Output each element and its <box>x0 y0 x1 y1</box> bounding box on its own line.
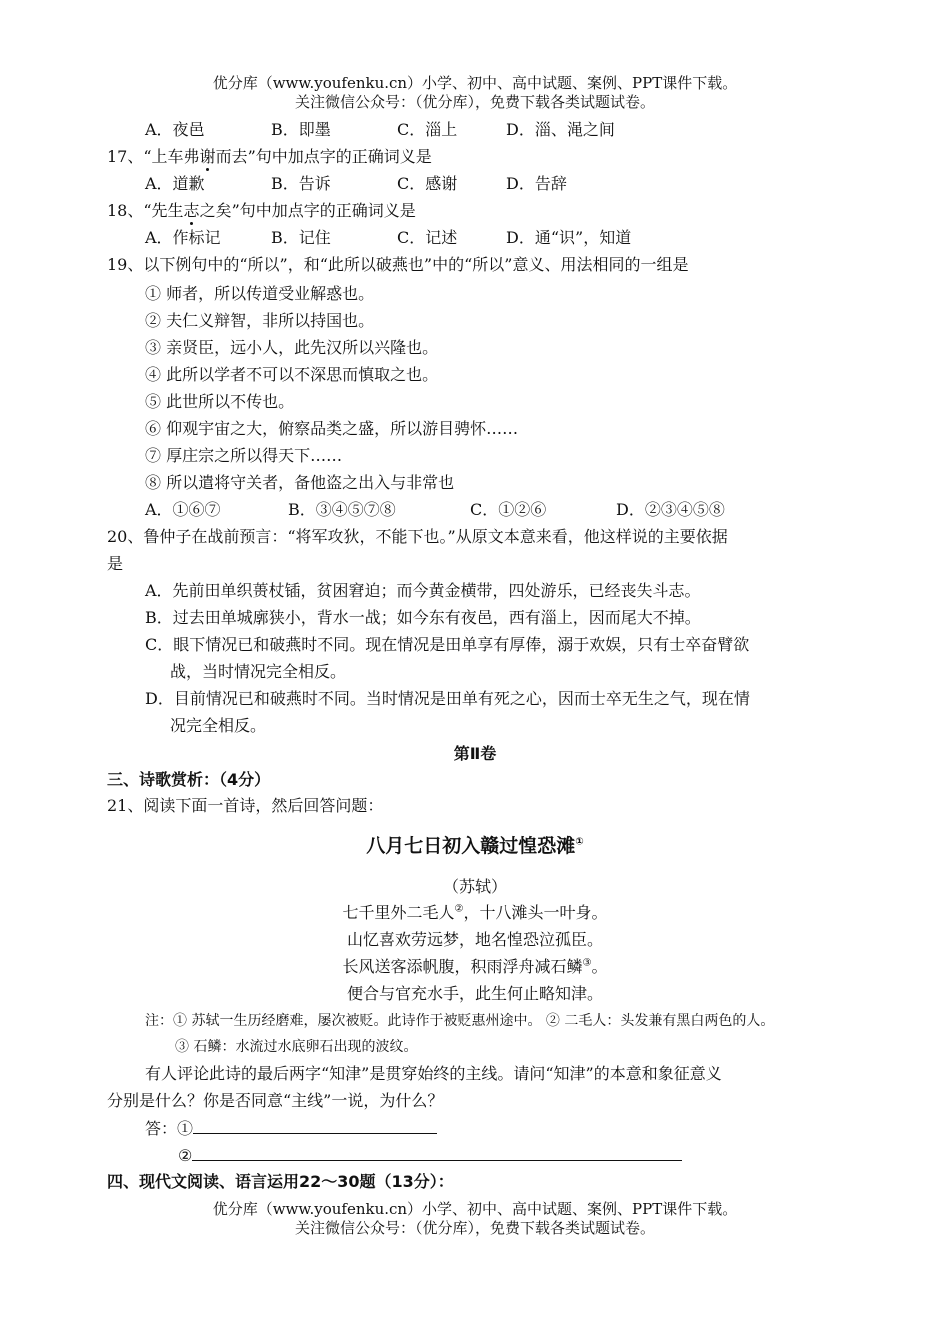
poem-title <box>0 834 950 858</box>
q19-option-d[interactable]: D．②③④⑤⑧ <box>616 500 725 519</box>
q17-option-c[interactable]: C．感谢 <box>397 174 458 193</box>
q18-stem <box>107 200 416 222</box>
q20-option-d-line1[interactable]: D．目前情况已和破燕时不同。当时情况是田单有死之心，因而士卒无生之气，现在情 <box>145 689 750 708</box>
q19-stem: 19、以下例句中的“所以”，和“此所以破燕也”中的“所以”意义、用法相同的一组是 <box>107 255 689 274</box>
q17-options <box>145 173 567 195</box>
q19-item-3: ③ 亲贤臣，远小人，此先汉所以兴隆也。 <box>145 338 439 357</box>
answer-row-2 <box>178 1144 682 1167</box>
q20-option-c-line2[interactable]: 战，当时情况完全相反。 <box>170 662 347 681</box>
q20-option-d-line2[interactable]: 况完全相反。 <box>170 716 267 735</box>
answer-blank-2[interactable] <box>192 1144 682 1161</box>
page-header-line1: 优分库（www.youfenku.cn）小学、初中、高中试题、案例、PPT课件下载。 <box>212 74 738 92</box>
q18-option-d[interactable]: D．通“识”，知道 <box>506 228 632 247</box>
q19-options <box>145 499 725 521</box>
q16-option-a[interactable]: A．夜邑 <box>145 120 205 139</box>
q18-stem-post: 之矣”句中加点字的正确词义是 <box>199 201 416 220</box>
q20-stem-line1: 20、鲁仲子在战前预言：“将军攻狄，不能下也。”从原文本意来看，他这样说的主要依据 <box>107 527 728 546</box>
poem-line-2: 山忆喜欢劳远梦，地名惶恐泣孤臣。 <box>346 930 603 949</box>
poem-note-2: ③ 石鳞：水流过水底卵石出现的波纹。 <box>175 1039 418 1055</box>
page-footer-line1: 优分库（www.youfenku.cn）小学、初中、高中试题、案例、PPT课件下载。 <box>212 1200 738 1218</box>
q18-option-b[interactable]: B．记住 <box>271 228 331 247</box>
q18-dotted-char: 志 <box>183 201 200 220</box>
q21-stem: 21、阅读下面一首诗，然后回答问题： <box>107 796 384 815</box>
poem-line-1-b: ，十八滩头一叶身。 <box>463 903 608 922</box>
q17-dotted-char: 谢 <box>199 147 216 166</box>
q19-item-7: ⑦ 厚庄宗之所以得天下…… <box>145 446 343 465</box>
poem-title-footnote-mark: ① <box>575 836 584 848</box>
section3-heading: 三、诗歌赏析：（4分） <box>107 770 271 789</box>
poem-line-4: 便合与官充水手，此生何止略知津。 <box>346 984 603 1003</box>
q19-option-a[interactable]: A．①⑥⑦ <box>145 500 221 519</box>
q19-item-4: ④ 此所以学者不可以不深思而慎取之也。 <box>145 365 439 384</box>
poem-footnote-mark-3: ③ <box>582 957 592 969</box>
poem-title-text: 八月七日初入赣过惶恐滩 <box>366 835 576 857</box>
q19-item-5: ⑤ 此世所以不传也。 <box>145 392 295 411</box>
q17-stem-pre: 17、“上车弗 <box>107 147 200 166</box>
q16-option-b[interactable]: B．即墨 <box>271 120 331 139</box>
q17-option-d[interactable]: D．告辞 <box>506 174 567 193</box>
q19-item-8: ⑧ 所以遣将守关者，备他盗之出入与非常也 <box>145 473 455 492</box>
page-footer-line2: 关注微信公众号：（优分库），免费下载各类试题试卷。 <box>294 1219 655 1237</box>
q16-options <box>145 119 615 141</box>
q18-stem-pre: 18、“先生 <box>107 201 184 220</box>
poem-line-3-b: 。 <box>591 957 608 976</box>
q19-item-2: ② 夫仁义辩智，非所以持国也。 <box>145 311 375 330</box>
poem-line-3 <box>0 956 950 978</box>
q19-item-1: ① 师者，所以传道受业解惑也。 <box>145 284 375 303</box>
answer-mark-2: ② <box>178 1146 193 1165</box>
page-header-line2: 关注微信公众号：（优分库），免费下载各类试题试卷。 <box>294 93 655 111</box>
q19-item-6: ⑥ 仰观宇宙之大，俯察品类之盛，所以游目骋怀…… <box>145 419 519 438</box>
q20-option-c-line1[interactable]: C．眼下情况已和破燕时不同。现在情况是田单享有厚俸，溺于欢娱，只有士卒奋臂欲 <box>145 635 750 654</box>
poem-footnote-mark-2: ② <box>454 903 464 915</box>
q18-option-c[interactable]: C．记述 <box>397 228 458 247</box>
q19-option-c[interactable]: C．①②⑥ <box>470 500 547 519</box>
poem-note-1: 注：① 苏轼一生历经磨难，屡次被贬。此诗作于被贬惠州途中。 ② 二毛人：头发兼有黑白两色的人。 <box>145 1013 775 1029</box>
q16-option-d[interactable]: D．淄、渑之间 <box>506 120 615 139</box>
answer-label: 答：① <box>145 1119 194 1138</box>
poem-line-1 <box>0 902 950 924</box>
q16-option-c[interactable]: C．淄上 <box>397 120 458 139</box>
q17-option-a[interactable]: A．道歉 <box>145 174 205 193</box>
q19-option-b[interactable]: B．③④⑤⑦⑧ <box>288 500 396 519</box>
q18-option-a[interactable]: A．作标记 <box>145 228 221 247</box>
q20-option-b[interactable]: B．过去田单城廓狭小，背水一战；如今东有夜邑，西有淄上，因而尾大不掉。 <box>145 608 701 627</box>
q17-stem-post: 而去”句中加点字的正确词义是 <box>215 147 432 166</box>
q21-question-line1: 有人评论此诗的最后两字“知津”是贯穿始终的主线。请问“知津”的本意和象征意义 <box>145 1064 722 1083</box>
q17-stem <box>107 146 432 168</box>
answer-blank-1[interactable] <box>193 1117 437 1134</box>
poem-line-1-a: 七千里外二毛人 <box>342 903 455 922</box>
q18-options <box>145 227 631 249</box>
q20-stem-line2: 是 <box>107 554 124 573</box>
q21-question-line2: 分别是什么？你是否同意“主线”一说，为什么？ <box>107 1091 444 1110</box>
section4-heading: 四、现代文阅读、语言运用22～30题（13分）： <box>107 1172 454 1191</box>
poem-line-3-a: 长风送客添帆腹，积雨浮舟减石鳞 <box>342 957 583 976</box>
part2-title: 第Ⅱ卷 <box>453 744 497 763</box>
q17-option-b[interactable]: B．告诉 <box>271 174 331 193</box>
q20-option-a[interactable]: A．先前田单织蒉杖锸，贫困窘迫；而今黄金横带，四处游乐，已经丧失斗志。 <box>145 581 701 600</box>
answer-row-1 <box>145 1117 437 1140</box>
poem-author: （苏轼） <box>442 877 507 896</box>
